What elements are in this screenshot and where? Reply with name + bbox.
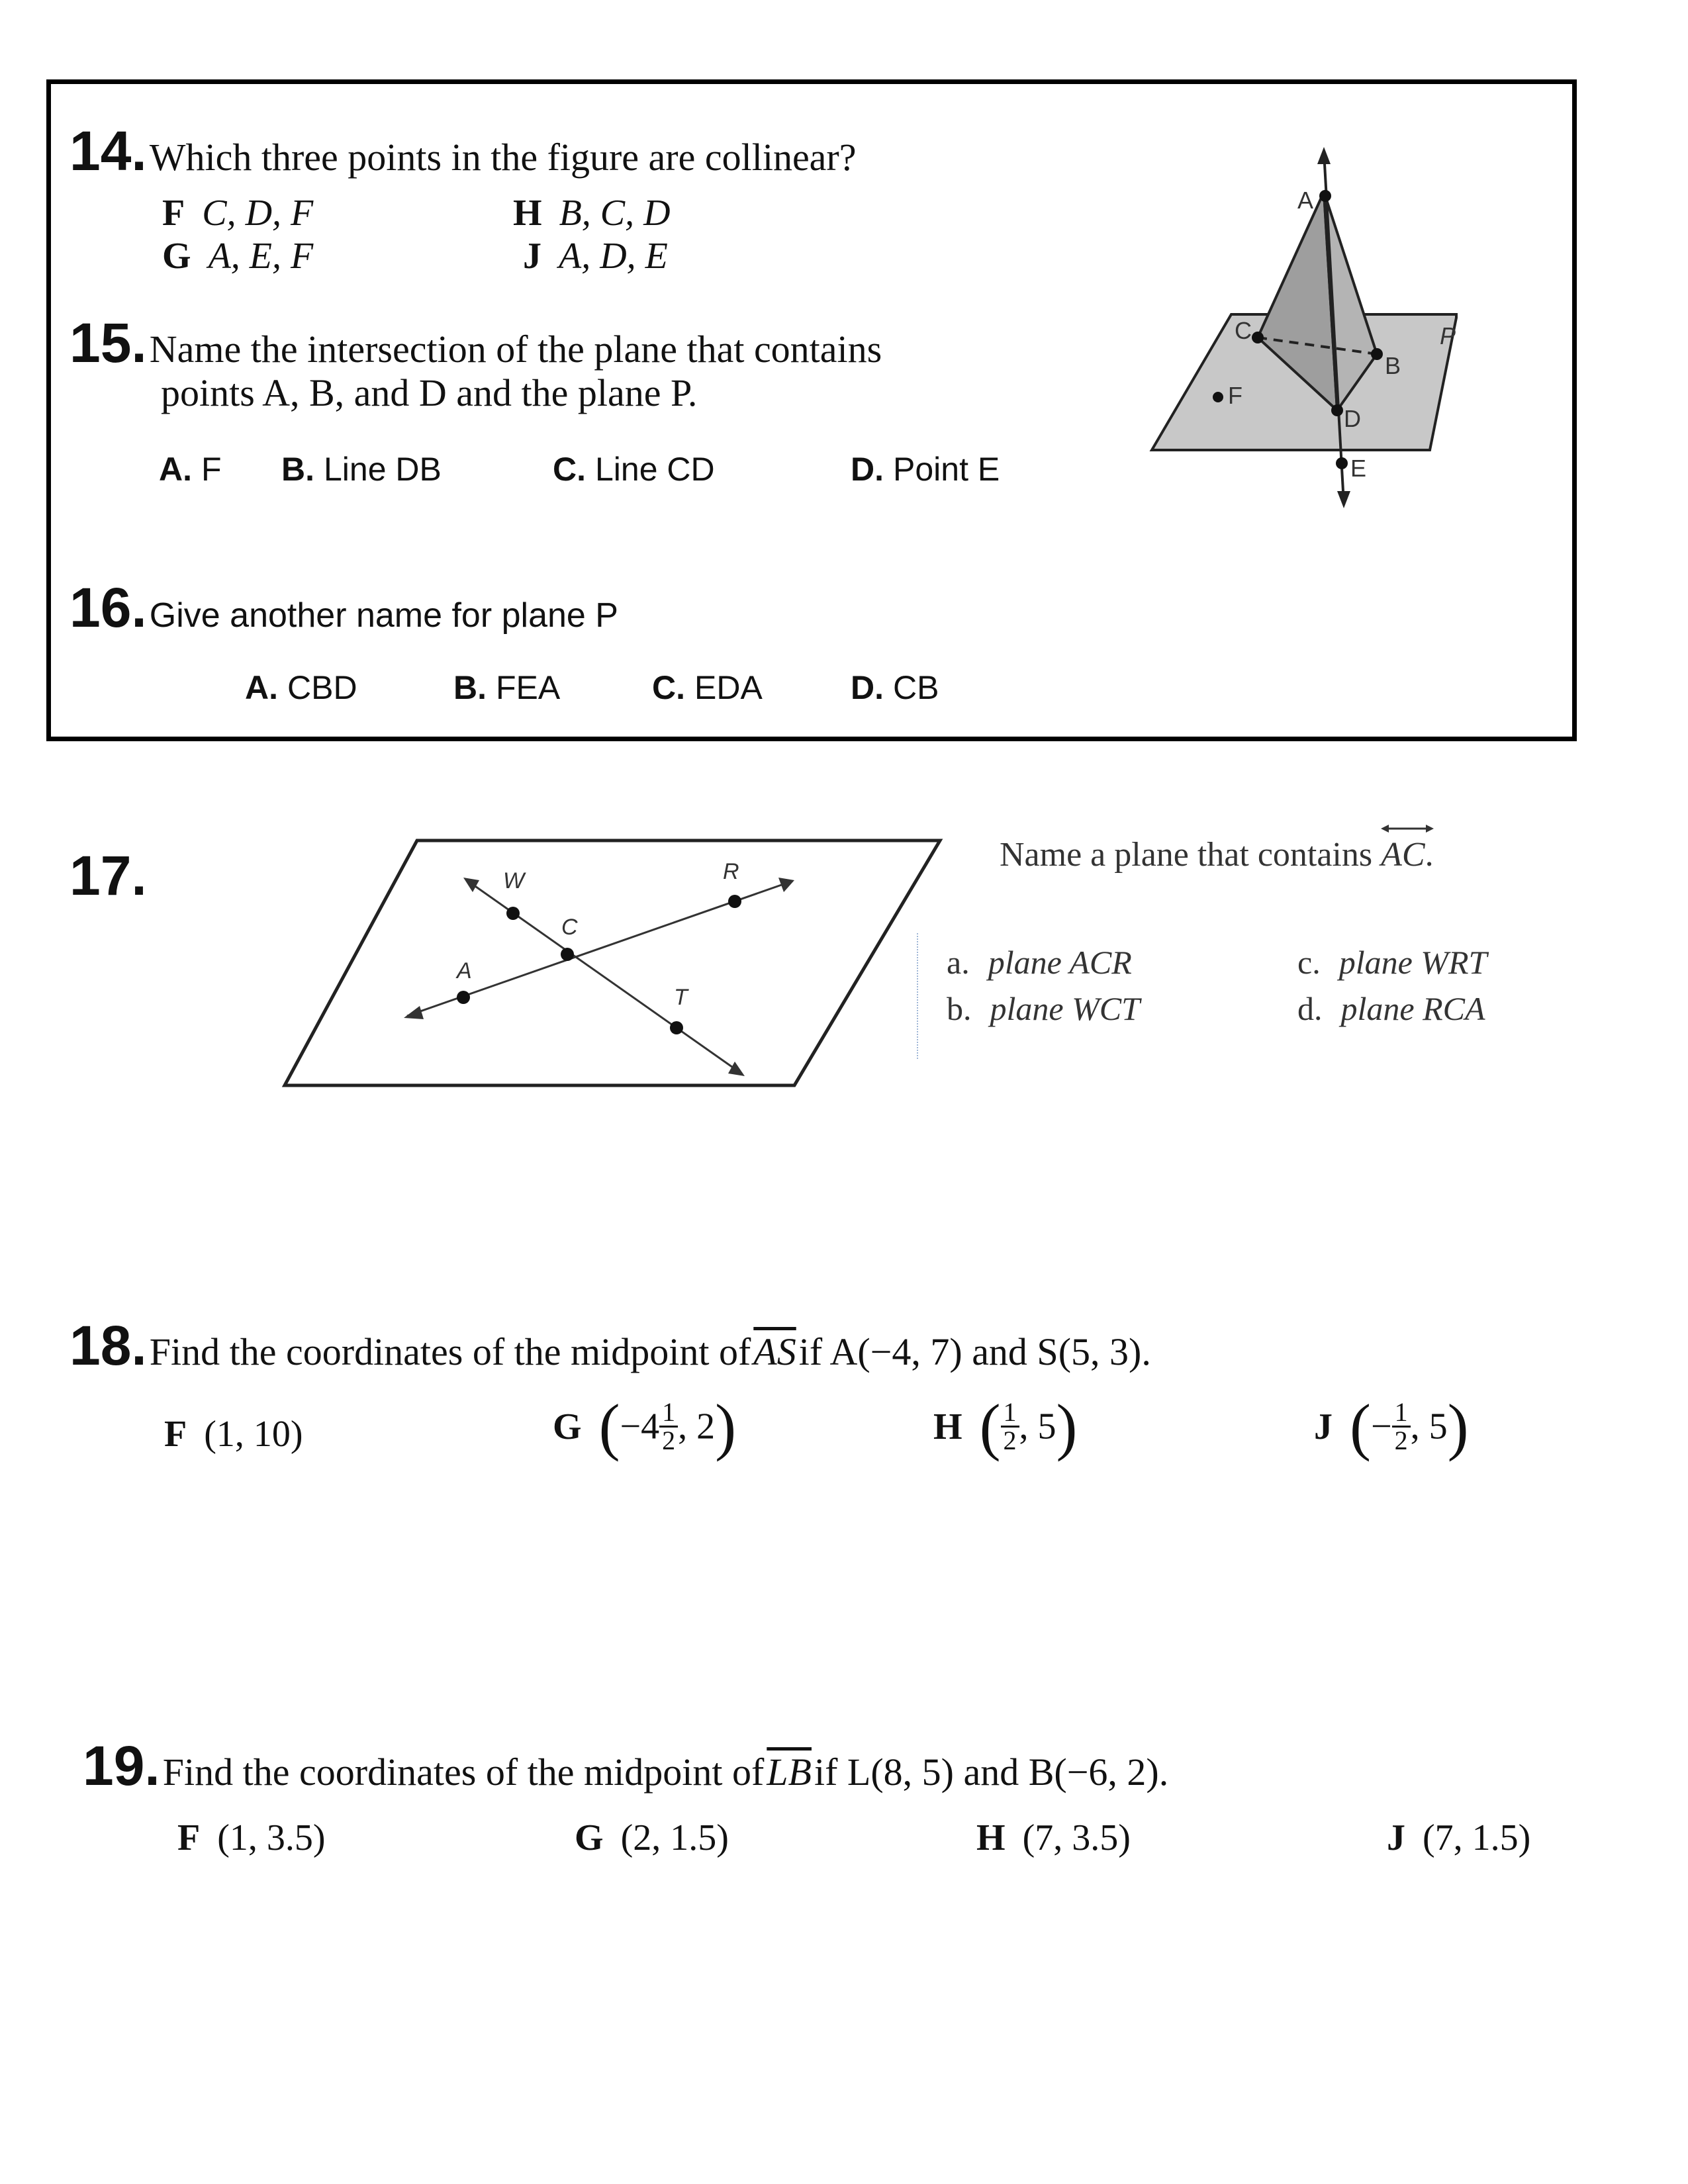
double-arrow-icon bbox=[1381, 822, 1434, 835]
question-14-text: Which three points in the figure are collinear? bbox=[149, 136, 857, 179]
question-16 bbox=[70, 576, 618, 640]
plane-figure-17 bbox=[285, 841, 940, 1085]
label-r: R bbox=[723, 859, 739, 884]
question-17-number: 17. bbox=[70, 844, 147, 907]
q18-option-f[interactable]: F (1, 10) bbox=[164, 1414, 303, 1455]
question-19: 19. Find the coordinates of the midpoint of $\overline{LB}$ if L(8, 5) and B(−6, 2). bbox=[83, 1735, 1169, 1797]
q14-option-g[interactable]: G A, E, F bbox=[162, 236, 314, 277]
label-p: P bbox=[1440, 322, 1456, 349]
label-w: W bbox=[503, 868, 525, 893]
point-c bbox=[1252, 332, 1264, 343]
q16-option-c[interactable]: C. EDA bbox=[652, 669, 763, 706]
q14-option-h[interactable]: H B, C, D bbox=[513, 193, 671, 234]
q14-option-f[interactable]: F C, D, F bbox=[162, 193, 314, 234]
q15-option-b[interactable]: B. Line DB bbox=[281, 451, 442, 488]
q17-option-d[interactable]: d. plane RCA bbox=[1297, 990, 1485, 1027]
question-18: 18. Find the coordinates of the midpoint of $\overline{AS}$ if A(−4, 7) and S(5, 3). bbox=[70, 1314, 1151, 1377]
q19-option-h[interactable]: H (7, 3.5) bbox=[976, 1817, 1131, 1858]
question-15-line2: points A, B, and D and the plane P. bbox=[161, 371, 698, 414]
q16-option-d[interactable]: D. CB bbox=[851, 669, 939, 706]
fraction-one-half: $\frac{1}{2}$ bbox=[659, 1399, 678, 1454]
q14-option-j[interactable]: J A, D, E bbox=[523, 236, 668, 277]
arrow-down-icon bbox=[1337, 491, 1350, 508]
point-r bbox=[728, 895, 741, 908]
q19-option-g[interactable]: G (2, 1.5) bbox=[575, 1817, 729, 1858]
q18-option-g[interactable]: G (−4 $\frac{1}{2}$ , 2) bbox=[553, 1391, 737, 1462]
question-15 bbox=[70, 311, 882, 375]
q18-option-j[interactable]: J (− $\frac{1}{2}$ , 5) bbox=[1314, 1391, 1469, 1462]
point-c-17 bbox=[561, 948, 574, 961]
q15-option-c[interactable]: C. Line CD bbox=[553, 451, 715, 488]
fraction-one-half: $\frac{1}{2}$ bbox=[1392, 1399, 1411, 1454]
label-c: C bbox=[1235, 317, 1252, 344]
question-17-prompt: Name a plane that contains AC. bbox=[1000, 835, 1434, 874]
point-f bbox=[1213, 392, 1223, 402]
question-18-number: 18. bbox=[70, 1314, 147, 1377]
line-ac-notation: AC bbox=[1381, 835, 1425, 874]
label-a: A bbox=[1297, 187, 1314, 214]
q18-option-h[interactable]: H ( $\frac{1}{2}$ , 5) bbox=[933, 1391, 1078, 1462]
point-w bbox=[506, 907, 520, 920]
q15-option-a[interactable]: A. F bbox=[159, 451, 222, 488]
q17-option-c[interactable]: c. plane WRT bbox=[1297, 944, 1487, 981]
label-d: D bbox=[1344, 405, 1361, 432]
q16-option-b[interactable]: B. FEA bbox=[453, 669, 561, 706]
label-c-17: C bbox=[561, 915, 578, 940]
q17-options-divider bbox=[917, 933, 918, 1059]
plane-lines-figure bbox=[278, 827, 953, 1105]
segment-lb: $\overline{LB}$ bbox=[767, 1751, 812, 1794]
fraction-one-half: $\frac{1}{2}$ bbox=[1001, 1399, 1019, 1454]
label-b: B bbox=[1385, 352, 1401, 379]
question-15-line1: Name the intersection of the plane that contains bbox=[149, 328, 882, 371]
question-15-number: 15. bbox=[70, 312, 147, 374]
question-19-number: 19. bbox=[83, 1735, 160, 1797]
question-16-text: Give another name for plane P bbox=[149, 596, 618, 635]
label-f: F bbox=[1228, 382, 1243, 409]
q19-option-j[interactable]: J (7, 1.5) bbox=[1387, 1817, 1531, 1858]
q16-option-a[interactable]: A. CBD bbox=[245, 669, 357, 706]
pyramid-plane-figure bbox=[1125, 132, 1536, 529]
q15-option-d[interactable]: D. Point E bbox=[851, 451, 1000, 488]
point-a bbox=[1319, 190, 1331, 202]
q17-option-a[interactable]: a. plane ACR bbox=[947, 944, 1132, 981]
point-d bbox=[1331, 404, 1343, 416]
point-a-17 bbox=[457, 991, 470, 1004]
label-t: T bbox=[674, 985, 688, 1010]
point-e bbox=[1336, 457, 1348, 469]
label-e: E bbox=[1350, 455, 1367, 482]
q17-option-b[interactable]: b. plane WCT bbox=[947, 990, 1140, 1027]
segment-as: $\overline{AS}$ bbox=[753, 1330, 796, 1373]
arrow-up-icon bbox=[1317, 147, 1331, 164]
point-t bbox=[670, 1021, 683, 1034]
label-a-17: A bbox=[457, 958, 472, 983]
point-b bbox=[1371, 348, 1383, 360]
question-16-number: 16. bbox=[70, 576, 147, 639]
q19-option-f[interactable]: F (1, 3.5) bbox=[177, 1817, 326, 1858]
question-14 bbox=[70, 119, 857, 183]
question-14-number: 14. bbox=[70, 120, 147, 182]
